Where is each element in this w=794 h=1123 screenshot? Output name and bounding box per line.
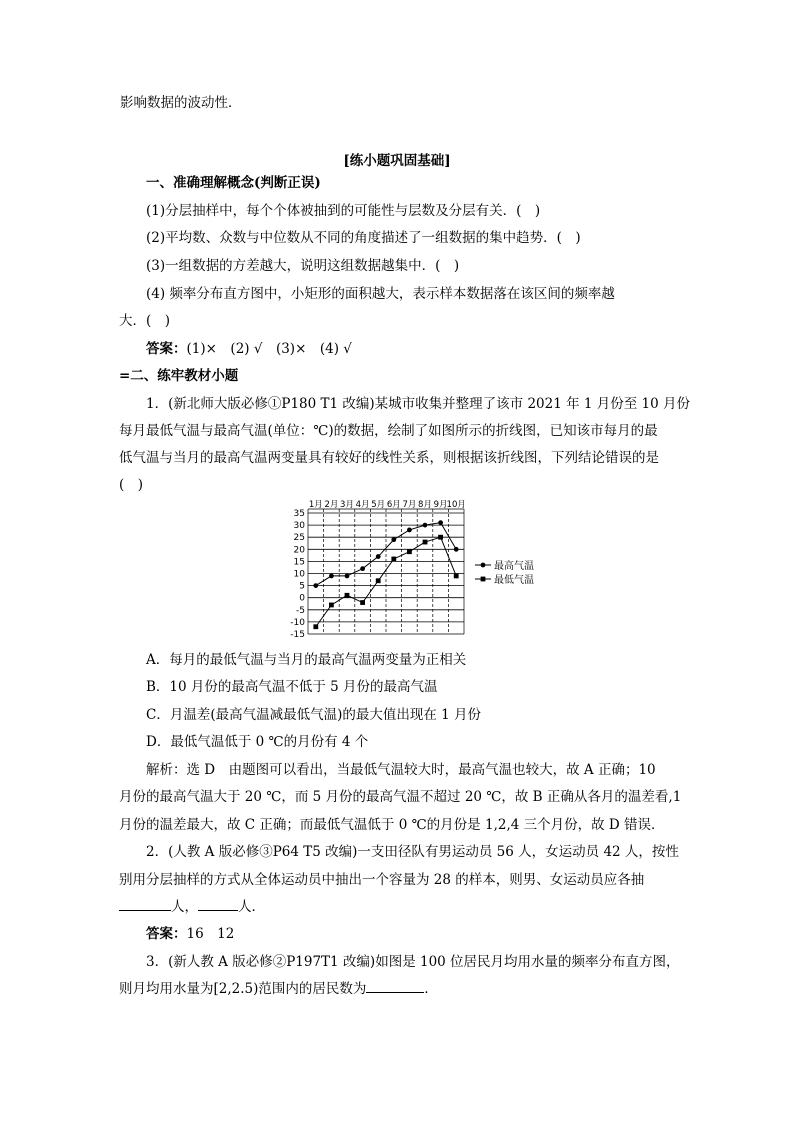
point-0 <box>376 554 381 559</box>
section-title: [练小题巩固基础] <box>343 153 451 169</box>
y-tick-label: 15 <box>293 557 305 568</box>
y-tick-label: 35 <box>293 509 305 519</box>
option-d: D．最低气温低于 0 ℃的月份有 4 个 <box>146 734 369 750</box>
part1-answer <box>146 339 352 359</box>
answer-label: 答案： <box>146 341 187 357</box>
x-tick-label: 8月 <box>418 500 432 510</box>
q2-line: 2．(人教 A 版必修③P64 T5 改编)一支田径队有男运动员 56 人，女运动员 42 人，按性 <box>146 844 679 860</box>
point-1 <box>329 603 334 608</box>
point-1 <box>454 574 459 579</box>
x-tick-label: 10月 <box>446 500 466 510</box>
y-tick-label: -5 <box>296 605 305 616</box>
x-tick-label: 6月 <box>386 500 401 510</box>
q1-line: ( ) <box>119 477 144 493</box>
y-tick-label: 25 <box>293 533 305 544</box>
q2-blank-line: 人， 人． <box>119 897 265 917</box>
q1-line: 每月最低气温与最高气温(单位：℃)的数据，绘制了如图所示的折线图，已知该市每月的最 <box>119 423 658 439</box>
point-1 <box>345 593 350 598</box>
part2-heading: =二、练牢教材小题 <box>119 368 239 384</box>
y-tick-label: -10 <box>290 617 305 628</box>
answer-label: 答案： <box>146 926 187 942</box>
legend-marker <box>481 577 486 582</box>
x-tick-label: 4月 <box>355 500 370 510</box>
point-1 <box>407 549 412 554</box>
chart-grid <box>308 509 464 634</box>
point-0 <box>391 537 396 542</box>
answer-text: 16 12 <box>186 926 235 942</box>
q1-line: 低气温与当月的最高气温两变量具有较好的线性关系，则根据该折线图，下列结论错误的是 <box>119 450 659 466</box>
q1-line: 1．(新北师大版必修①P180 T1 改编)某城市收集并整理了该市 2021 年 1 月份至 10 月份 <box>146 396 691 412</box>
option-a: A．每月的最低气温与当月的最高气温两变量为正相关 <box>146 652 467 668</box>
y-tick-label: 10 <box>293 569 305 580</box>
x-tick-label: 5月 <box>371 500 386 510</box>
q2-line: 别用分层抽样的方式从全体运动员中抽出一个容量为 28 的样本，则男、女运动员应各抽 <box>119 872 645 888</box>
y-axis-ticks <box>290 509 305 640</box>
temperature-line-chart <box>282 497 552 642</box>
point-1 <box>313 624 318 629</box>
fill-blank[interactable] <box>366 979 424 993</box>
y-tick-label: 0 <box>299 593 305 604</box>
y-tick-label: -15 <box>290 630 305 640</box>
point-0 <box>360 566 365 571</box>
answer-text: (1)× (2) √ (3)× (4) √ <box>186 341 352 357</box>
point-0 <box>407 528 412 533</box>
point-0 <box>345 574 350 579</box>
x-tick-label: 2月 <box>324 500 339 510</box>
x-tick-label: 9月 <box>433 500 448 510</box>
judge-item: (4) 频率分布直方图中，小矩形的面积越大，表示样本数据落在该区间的频率越 <box>146 286 615 302</box>
x-tick-label: 3月 <box>340 500 354 510</box>
analysis-line: 解析：选 D 由题图可以看出，当最低气温较大时，最高气温也较大，故 A 正确；10 <box>146 762 656 778</box>
fill-blank[interactable] <box>119 897 171 911</box>
legend-label: 最低气温 <box>494 575 534 586</box>
judge-item: (3)一组数据的方差越大，说明这组数据越集中．( ) <box>146 258 460 274</box>
point-0 <box>329 574 334 579</box>
q3-line: 3．(新人教 A 版必修②P197T1 改编)如图是 100 位居民月均用水量的频率分布直方图， <box>146 954 680 970</box>
judge-item: (2)平均数、众数与中位数从不同的角度描述了一组数据的集中趋势．( ) <box>146 230 581 246</box>
q2-answer <box>146 924 234 944</box>
fill-blank[interactable] <box>198 897 238 911</box>
y-tick-label: 5 <box>299 581 305 592</box>
point-0 <box>423 523 428 528</box>
point-1 <box>391 557 396 562</box>
point-0 <box>313 583 318 588</box>
option-b: B．10 月份的最高气温不低于 5 月份的最高气温 <box>146 679 438 695</box>
legend-marker <box>481 563 486 568</box>
chart-legend <box>475 559 534 586</box>
point-0 <box>438 520 443 525</box>
x-tick-label: 1月 <box>308 500 323 510</box>
point-0 <box>454 547 459 552</box>
y-tick-label: 20 <box>293 545 305 556</box>
point-1 <box>376 578 381 583</box>
point-1 <box>360 600 365 605</box>
x-tick-label: 7月 <box>402 500 417 510</box>
analysis-line: 月份的最高气温大于 20 ℃，而 5 月份的最高气温不超过 20 ℃，故 B 正确从各月的温差看,1 <box>119 789 682 805</box>
point-1 <box>423 540 428 545</box>
x-axis-month-labels <box>309 500 466 510</box>
option-c: C．月温差(最高气温减最低气温)的最大值出现在 1 月份 <box>146 707 482 723</box>
legend-label: 最高气温 <box>494 561 534 572</box>
point-1 <box>438 535 443 540</box>
judge-item: 大．( ) <box>119 313 171 329</box>
intro-text: 影响数据的波动性． <box>120 95 242 111</box>
part1-heading: 一、准确理解概念(判断正误) <box>146 175 321 191</box>
y-tick-label: 30 <box>293 521 305 532</box>
judge-item: (1)分层抽样中，每个个体被抽到的可能性与层数及分层有关．( ) <box>146 203 541 219</box>
q3-line: 则月均用水量为[2,2.5)范围内的居民数为 ． <box>119 981 438 997</box>
analysis-line: 月份的温差最大，故 C 正确；而最低气温低于 0 ℃的月份是 1,2,4 三个月份，故 D 错误． <box>119 817 665 833</box>
